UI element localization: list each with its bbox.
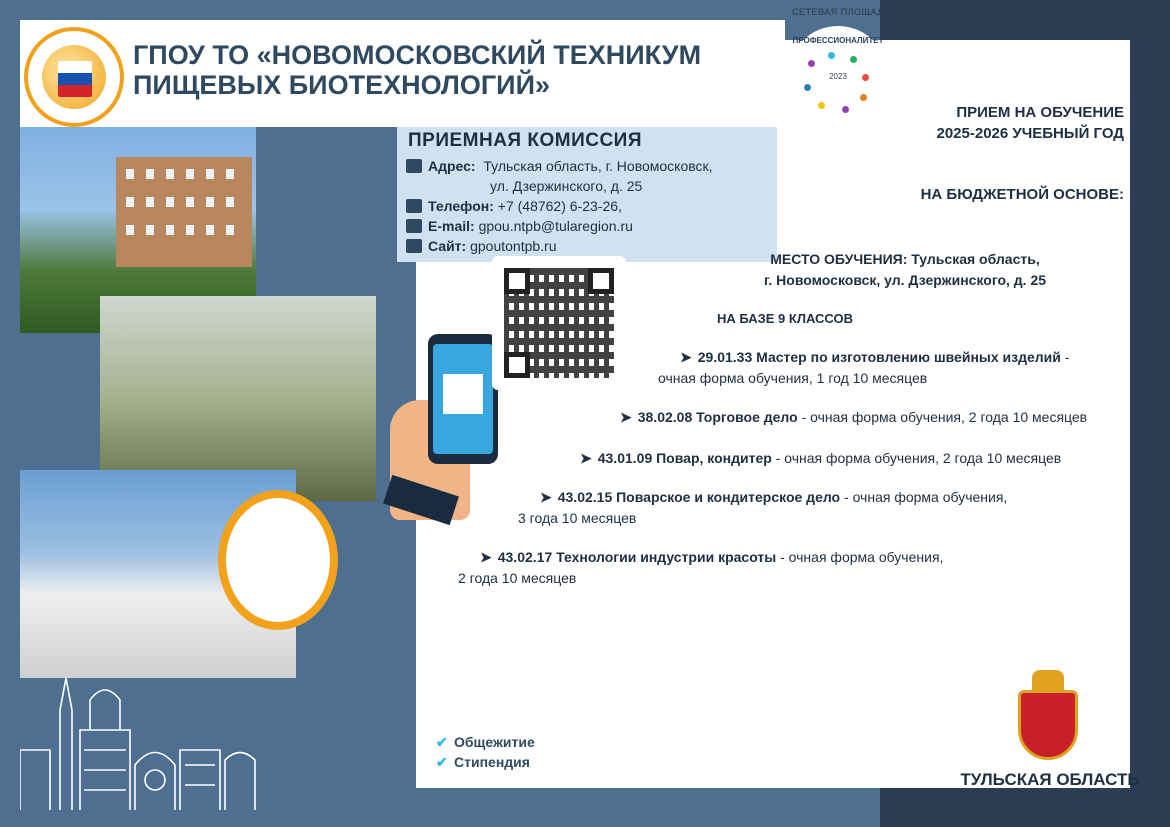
- title-line-1: ГПОУ ТО «НОВОМОСКОВСКИЙ ТЕХНИКУМ: [133, 40, 702, 70]
- program-item: [620, 407, 1087, 428]
- email-row: [406, 218, 633, 234]
- program-duration: 3 года 10 месяцев: [518, 510, 637, 526]
- site-value[interactable]: gpoutontpb.ru: [470, 238, 557, 254]
- network-label: СЕТЕВАЯ ПЛОЩАДКА: [792, 7, 897, 17]
- program-form: - очная форма обучения,: [776, 549, 944, 565]
- site-label: Сайт:: [428, 238, 467, 254]
- budget-heading: НА БЮДЖЕТНОЙ ОСНОВЕ:: [920, 186, 1124, 203]
- email-label: E-mail:: [428, 218, 475, 234]
- qr-corner-icon: [588, 268, 614, 294]
- program-form: -: [1060, 349, 1070, 365]
- photo-parade: [20, 470, 296, 678]
- logo-flag-icon: [58, 61, 92, 97]
- phone-value[interactable]: +7 (48762) 6-23-26,: [497, 198, 622, 214]
- arrow-icon: ➤: [540, 489, 552, 505]
- arrow-icon: ➤: [580, 450, 592, 466]
- address-line-1: Тульская область, г. Новомосковск,: [483, 158, 713, 174]
- building-shape: [116, 157, 252, 267]
- program-item: [540, 487, 1007, 508]
- phone-qr-icon: [443, 374, 483, 414]
- checkmark-icon: ✔: [436, 734, 448, 750]
- email-value[interactable]: gpou.ntpb@tularegion.ru: [478, 218, 633, 234]
- badge-dot-icon: [818, 102, 825, 109]
- address-line-2: ул. Дзержинского, д. 25: [490, 178, 643, 194]
- badge-year: 2023: [829, 72, 847, 81]
- qr-code[interactable]: [492, 256, 626, 390]
- flag-logo-icon: [218, 490, 338, 630]
- title-line-2: ПИЩЕВЫХ БИОТЕХНОЛОГИЙ»: [133, 70, 551, 100]
- crown-icon: [1032, 670, 1064, 692]
- phone-screen: [433, 344, 493, 454]
- phone-label: Телефон:: [428, 198, 494, 214]
- study-place-line-2: г. Новомосковск, ул. Дзержинского, д. 25: [763, 272, 1047, 288]
- college-logo: [24, 27, 124, 127]
- program-item: [680, 347, 1069, 368]
- badge-text: ПРОФЕССИОНАЛИТЕТ: [792, 36, 884, 45]
- map-icon: [406, 159, 422, 173]
- phone-icon: [406, 199, 422, 213]
- program-title: 38.02.08 Торговое дело: [637, 409, 798, 425]
- qr-corner-icon: [504, 268, 530, 294]
- tula-coat-of-arms-icon: [1012, 670, 1084, 764]
- benefit-label: Стипендия: [454, 754, 530, 770]
- browser-icon: [406, 239, 422, 253]
- badge-dot-icon: [842, 106, 849, 113]
- checkmark-icon: ✔: [436, 754, 448, 770]
- program-item: [480, 547, 943, 568]
- arrow-icon: ➤: [680, 349, 692, 365]
- badge-dot-icon: [804, 84, 811, 91]
- arrow-icon: ➤: [480, 549, 492, 565]
- professionalitet-badge: [788, 26, 888, 126]
- address-label: Адрес:: [428, 158, 476, 174]
- city-skyline-illustration: [20, 670, 260, 810]
- admission-heading: [937, 102, 1125, 144]
- program-form: - очная форма обучения, 2 года 10 месяцев: [771, 450, 1062, 466]
- qr-corner-icon: [504, 352, 530, 378]
- smartphone-icon: [428, 334, 498, 464]
- benefit-label: Общежитие: [454, 734, 535, 750]
- program-form: - очная форма обучения, 2 года 10 месяцев: [797, 409, 1088, 425]
- badge-dot-icon: [860, 94, 867, 101]
- program-title: 43.02.17 Технологии индустрии красоты: [497, 549, 777, 565]
- program-title: 43.01.09 Повар, кондитер: [597, 450, 772, 466]
- program-title: 29.01.33 Мастер по изготовлению швейных изделий: [697, 349, 1061, 365]
- study-place-line-1: МЕСТО ОБУЧЕНИЯ: Тульская область,: [770, 251, 1040, 267]
- badge-dot-icon: [808, 60, 815, 67]
- commission-title: ПРИЕМНАЯ КОМИССИЯ: [408, 130, 642, 151]
- program-duration: 2 года 10 месяцев: [458, 570, 577, 586]
- benefit-item: [436, 754, 530, 771]
- address-row: [406, 158, 713, 174]
- admission-line-2: 2025-2026 УЧЕБНЫЙ ГОД: [936, 125, 1124, 142]
- benefit-item: [436, 734, 535, 751]
- email-icon: [406, 219, 422, 233]
- site-row: [406, 238, 557, 254]
- page-title: [133, 40, 773, 100]
- phone-row: [406, 198, 622, 214]
- shield-icon: [1018, 690, 1078, 760]
- study-place: [740, 249, 1070, 291]
- badge-dot-icon: [862, 74, 869, 81]
- admission-line-1: ПРИЕМ НА ОБУЧЕНИЕ: [956, 104, 1124, 121]
- base-grade-heading: НА БАЗЕ 9 КЛАССОВ: [717, 311, 853, 326]
- region-label: ТУЛЬСКАЯ ОБЛАСТЬ: [960, 770, 1140, 789]
- program-duration: очная форма обучения, 1 год 10 месяцев: [658, 370, 928, 386]
- program-item: [580, 448, 1061, 469]
- arrow-icon: ➤: [620, 409, 632, 425]
- program-form: - очная форма обучения,: [840, 489, 1008, 505]
- badge-dot-icon: [828, 52, 835, 59]
- program-title: 43.02.15 Поварское и кондитерское дело: [557, 489, 841, 505]
- badge-dot-icon: [850, 56, 857, 63]
